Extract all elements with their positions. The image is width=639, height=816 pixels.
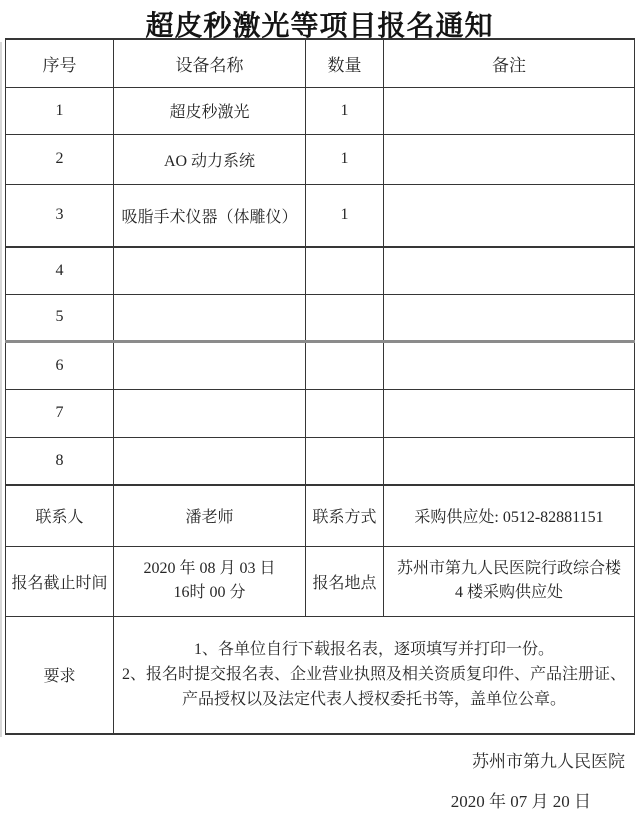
contact-person: 潘老师	[114, 485, 306, 546]
cell-qty	[306, 247, 384, 294]
table-header-row	[6, 39, 635, 87]
location-value	[384, 546, 635, 616]
cell-device-name: 超皮秒激光	[114, 87, 306, 134]
deadline-time: 16时 00 分	[173, 584, 246, 601]
cell-device-name	[114, 247, 306, 294]
cell-qty	[306, 389, 384, 437]
cell-qty	[306, 437, 384, 485]
cell-qty	[306, 294, 384, 341]
cell-qty: 1	[306, 184, 384, 247]
table-row	[6, 134, 635, 184]
page-title: 超皮秒激光等项目报名通知	[145, 11, 494, 42]
deadline-date: 2020 年 08 月 03 日	[143, 560, 276, 577]
contact-label: 联系人	[6, 485, 114, 546]
requirement-item-2: 2、报名时提交报名表、企业营业执照及相关资质复印件、产品注册证、产品授权以及法定代表人授权委托书等，盖单位公章。	[121, 666, 626, 709]
deadline-row	[6, 546, 635, 616]
contact-row	[6, 485, 635, 546]
cell-seq: 7	[6, 389, 114, 437]
requirements-label: 要求	[6, 616, 114, 734]
table-row	[6, 437, 635, 485]
deadline-value	[114, 546, 306, 616]
cell-device-name	[114, 389, 306, 437]
cell-device-name	[114, 341, 306, 389]
location-line1: 苏州市第九人民医院行政综合楼	[396, 560, 621, 577]
cell-device-name	[114, 294, 306, 341]
notice-table	[5, 38, 635, 735]
signing-organization: 苏州市第九人民医院	[472, 752, 625, 771]
cell-qty: 1	[306, 134, 384, 184]
table-row	[6, 389, 635, 437]
header-cell-qty: 数量	[306, 39, 384, 87]
requirements-body	[114, 616, 635, 734]
cell-device-name: AO 动力系统	[114, 134, 306, 184]
cell-remark	[384, 389, 635, 437]
cell-seq: 5	[6, 294, 114, 341]
cell-qty: 1	[306, 87, 384, 134]
table-row	[6, 247, 635, 294]
cell-seq: 2	[6, 134, 114, 184]
cell-device-name	[114, 437, 306, 485]
cell-remark	[384, 87, 635, 134]
header-cell-remark: 备注	[384, 39, 635, 87]
scan-edge-artifact	[0, 42, 2, 737]
cell-seq: 8	[6, 437, 114, 485]
cell-seq: 1	[6, 87, 114, 134]
requirement-item-1: 1、各单位自行下载报名表，逐项填写并打印一份。	[193, 641, 554, 659]
cell-seq: 3	[6, 184, 114, 247]
cell-remark	[384, 294, 635, 341]
location-line2: 4 楼采购供应处	[454, 584, 563, 601]
document-footer	[0, 747, 639, 809]
contact-method-label: 联系方式	[306, 485, 384, 546]
cell-seq: 4	[6, 247, 114, 294]
table-row	[6, 341, 635, 389]
signing-date: 2020 年 07 月 20 日	[450, 792, 591, 811]
deadline-label: 报名截止时间	[6, 546, 114, 616]
cell-remark	[384, 437, 635, 485]
cell-seq: 6	[6, 341, 114, 389]
header-cell-seq: 序号	[6, 39, 114, 87]
cell-device-name: 吸脂手术仪器（体雕仪）	[114, 184, 306, 247]
cell-remark	[384, 341, 635, 389]
cell-remark	[384, 184, 635, 247]
cell-qty	[306, 341, 384, 389]
table-row	[6, 87, 635, 134]
table-row	[6, 184, 635, 247]
cell-remark	[384, 134, 635, 184]
location-label: 报名地点	[306, 546, 384, 616]
header-cell-name: 设备名称	[114, 39, 306, 87]
table-row	[6, 294, 635, 341]
cell-remark	[384, 247, 635, 294]
contact-method-value: 采购供应处: 0512-82881151	[384, 485, 635, 546]
requirements-row	[6, 616, 635, 734]
